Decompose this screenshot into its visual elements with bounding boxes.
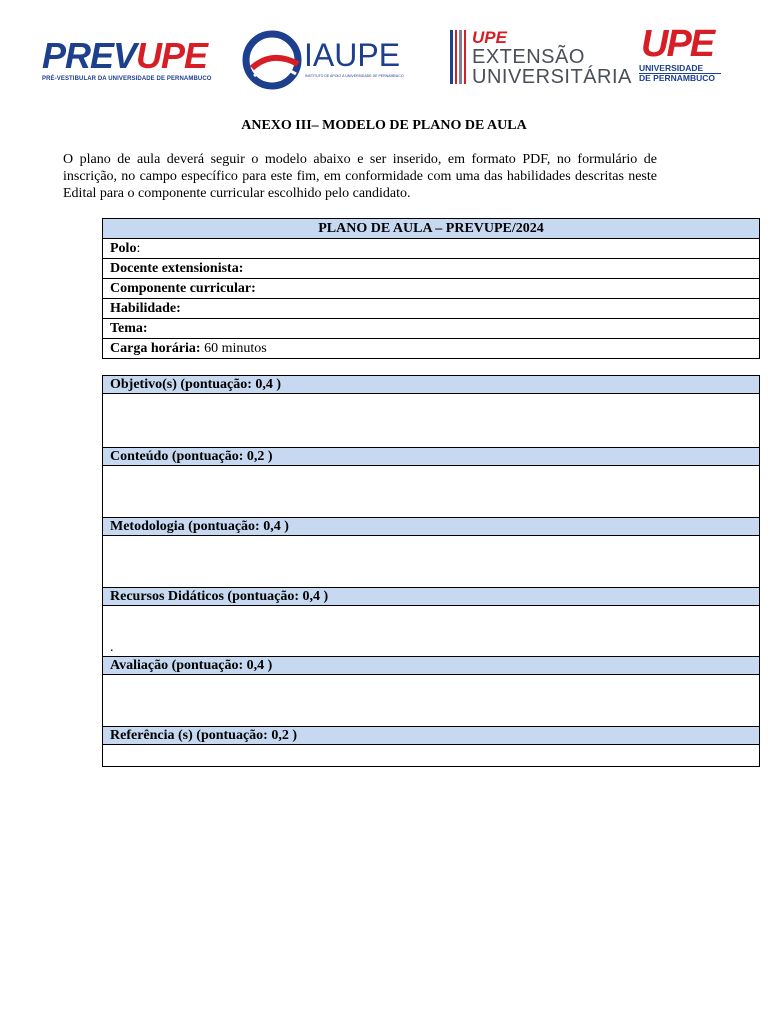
iaupe-name: IAUPE	[304, 37, 401, 73]
section-title-avaliacao: Avaliação (pontuação: 0,4 )	[103, 657, 760, 675]
plan-row-habilidade[interactable]	[103, 299, 760, 319]
section-title-metodologia: Metodologia (pontuação: 0,4 )	[103, 518, 760, 536]
plan-table-header: PLANO DE AULA – PREVUPE/2024	[103, 219, 760, 239]
plan-row-label: Docente extensionista:	[110, 261, 244, 276]
plan-row-label: Carga horária:	[110, 341, 201, 356]
plan-row-label: Tema:	[110, 321, 148, 336]
extensao-line1: EXTENSÃO	[472, 46, 585, 68]
upe-line1: UNIVERSIDADE	[639, 63, 704, 73]
iaupe-logo	[242, 30, 402, 90]
plan-row-suffix: :	[136, 241, 141, 256]
upe-mark: UPE	[641, 23, 714, 65]
section-body-referencias[interactable]	[103, 745, 760, 767]
plan-row-polo[interactable]	[103, 239, 760, 259]
plan-row-docente[interactable]	[103, 259, 760, 279]
section-body-metodologia[interactable]	[103, 536, 760, 588]
prevupe-logo	[42, 36, 218, 86]
document-title: ANEXO III– MODELO DE PLANO DE AULA	[241, 118, 527, 133]
section-body-recursos[interactable]: .	[103, 606, 760, 657]
prevupe-wordmark: PREVUPE	[42, 35, 208, 76]
section-body-avaliacao[interactable]	[103, 675, 760, 727]
extensao-stripes-icon	[448, 28, 468, 86]
plan-row-value: 60 minutos	[200, 341, 267, 356]
plan-row-label: Polo	[110, 241, 137, 256]
section-title-referencias: Referência (s) (pontuação: 0,2 )	[103, 727, 760, 745]
prevupe-subtitle: PRÉ-VESTIBULAR DA UNIVERSIDADE DE PERNAMBUCO	[42, 76, 212, 82]
extensao-logo	[448, 28, 632, 88]
section-body-objetivos[interactable]	[103, 394, 760, 448]
plan-row-label: Habilidade:	[110, 301, 181, 316]
plan-info-table	[102, 218, 760, 359]
upe-line2: DE PERNAMBUCO	[639, 73, 716, 83]
plan-row-tema[interactable]	[103, 319, 760, 339]
section-title-conteudo: Conteúdo (pontuação: 0,2 )	[103, 448, 760, 466]
iaupe-tagline: INSTITUTO DE APOIO À UNIVERSIDADE DE PERNAMBUCO	[305, 74, 404, 78]
plan-row-carga-horaria[interactable]	[103, 339, 760, 359]
section-body-conteudo[interactable]	[103, 466, 760, 518]
section-title-recursos: Recursos Didáticos (pontuação: 0,4 )	[103, 588, 760, 606]
extensao-upe-mark: UPE	[472, 28, 507, 47]
iaupe-emblem-icon	[242, 30, 302, 90]
plan-sections-table	[102, 375, 760, 767]
extensao-line2: UNIVERSITÁRIA	[472, 66, 632, 88]
section-title-objetivos: Objetivo(s) (pontuação: 0,4 )	[103, 376, 760, 394]
plan-row-label: Componente curricular:	[110, 281, 256, 296]
intro-paragraph: O plano de aula deverá seguir o modelo abaixo e ser inserido, em formato PDF, no formulário de inscrição, no campo específico para este fim, em conformidade com uma das habilidades descritas neste Edital para o componente curricular escolhido pelo candidato.	[63, 152, 657, 201]
upe-logo	[637, 24, 723, 86]
plan-row-componente[interactable]	[103, 279, 760, 299]
